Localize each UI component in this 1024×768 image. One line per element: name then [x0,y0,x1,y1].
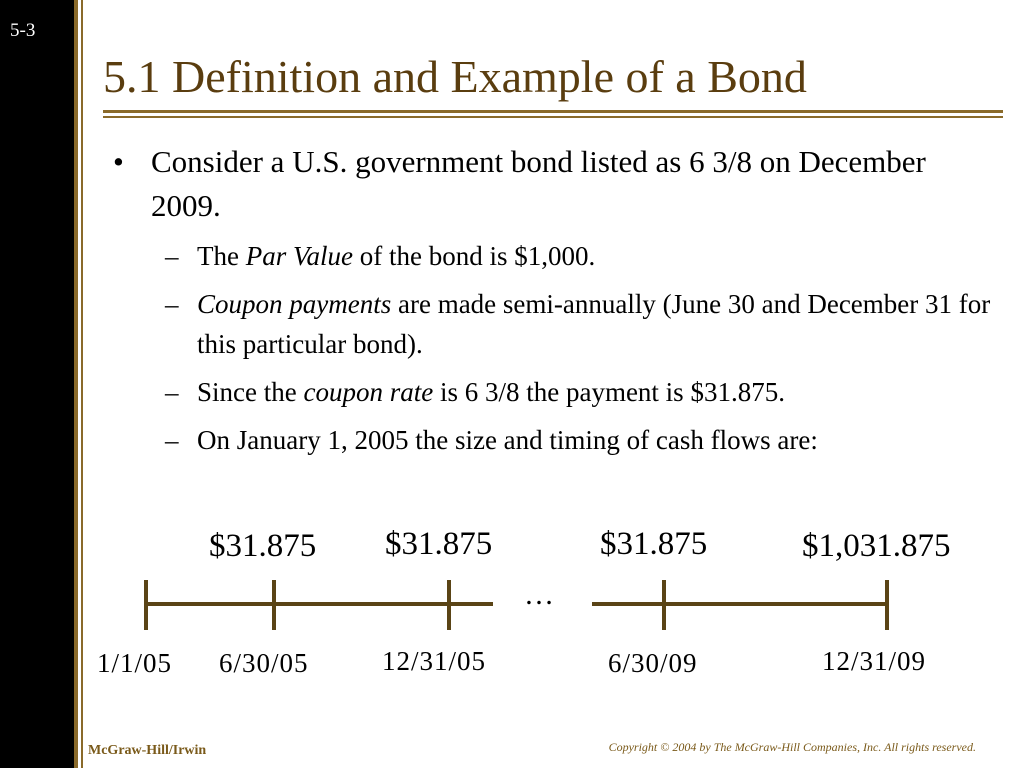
timeline-date: 1/1/05 [97,648,173,678]
copyright-notice: Copyright © 2004 by The McGraw-Hill Companies, Inc. All rights reserved. [608,740,976,754]
timeline-date: 12/31/09 [822,646,927,676]
sub-bullet-emphasis: Par Value [245,241,353,271]
bullet-marker: • [113,144,124,179]
sub-bullet-text: The [197,241,246,271]
timeline-ellipsis: … [524,578,554,611]
sub-bullet-text: is 6 3/8 the payment is $31.875. [433,377,785,407]
sub-bullet-marker: – [165,377,179,407]
sub-bullet-marker: – [165,241,179,271]
bullet-main-text: Consider a U.S. government bond listed as 6 3/8 on December 2009. [151,144,926,223]
timeline-date: 6/30/09 [608,648,698,678]
sub-bullet-text: are made semi-annually (June 30 and December 31 for this particular bond). [197,289,991,359]
sub-bullet-marker: – [165,289,179,319]
timeline-date: 6/30/05 [219,648,309,678]
sub-bullet-emphasis: Coupon payments [197,289,392,319]
cash-flow-amount: $31.875 [209,528,317,564]
timeline-date: 12/31/05 [382,646,487,676]
cash-flow-amount: $31.875 [600,526,708,562]
slide-title: 5.1 Definition and Example of a Bond [103,51,807,102]
sub-bullet-text: On January 1, 2005 the size and timing of cash flows are: [197,425,818,455]
sub-bullet-emphasis: coupon rate [303,377,434,407]
sub-bullet-text: of the bond is $1,000. [352,241,596,271]
slide-number: 5-3 [10,20,36,41]
sub-bullet-text: Since the [197,377,304,407]
cash-flow-amount: $1,031.875 [802,528,951,564]
publisher-label: McGraw-Hill/Irwin [88,743,207,758]
sub-bullet-marker: – [165,425,179,455]
cash-flow-amount: $31.875 [385,526,493,562]
